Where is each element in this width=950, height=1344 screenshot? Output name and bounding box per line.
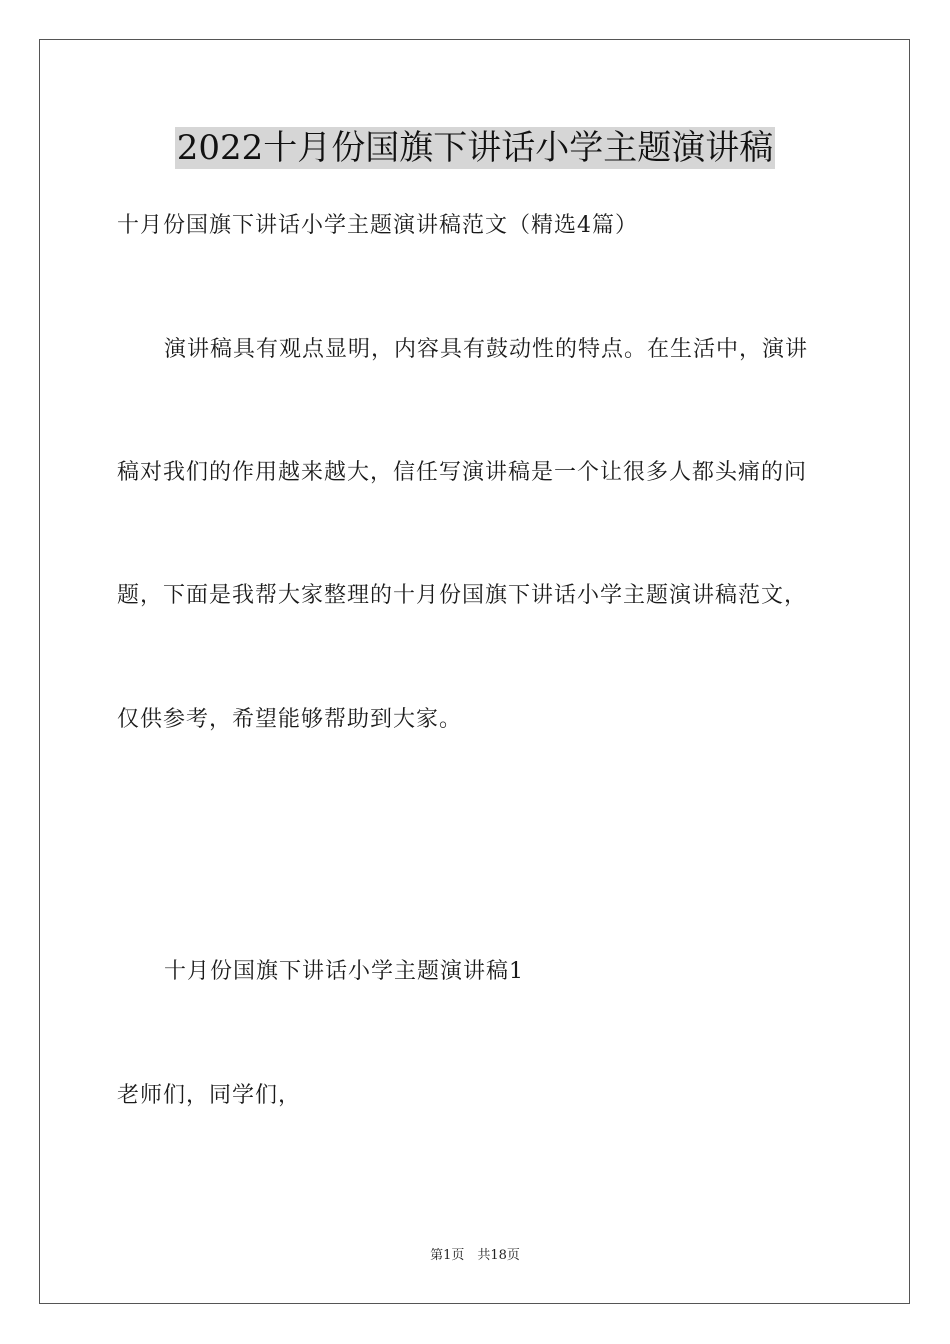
document-title: 2022十月份国旗下讲话小学主题演讲稿: [176, 128, 774, 168]
page-number-footer: 第1页 共18页: [430, 1248, 520, 1263]
intro-line-1: 演讲稿具有观点显明，内容具有鼓动性的特点。在生活中，演讲: [164, 337, 809, 362]
intro-line-3: 题，下面是我帮大家整理的十月份国旗下讲话小学主题演讲稿范文，: [117, 583, 808, 608]
title-container: [0, 127, 950, 169]
section-heading: 十月份国旗下讲话小学主题演讲稿1: [164, 959, 524, 984]
intro-line-4: 仅供参考，希望能够帮助到大家。: [117, 707, 463, 732]
greeting-line: 老师们，同学们，: [117, 1083, 302, 1108]
intro-line-2: 稿对我们的作用越来越大，信任写演讲稿是一个让很多人都头痛的问: [117, 460, 808, 485]
document-subtitle: 十月份国旗下讲话小学主题演讲稿范文（精选4篇）: [117, 213, 638, 238]
